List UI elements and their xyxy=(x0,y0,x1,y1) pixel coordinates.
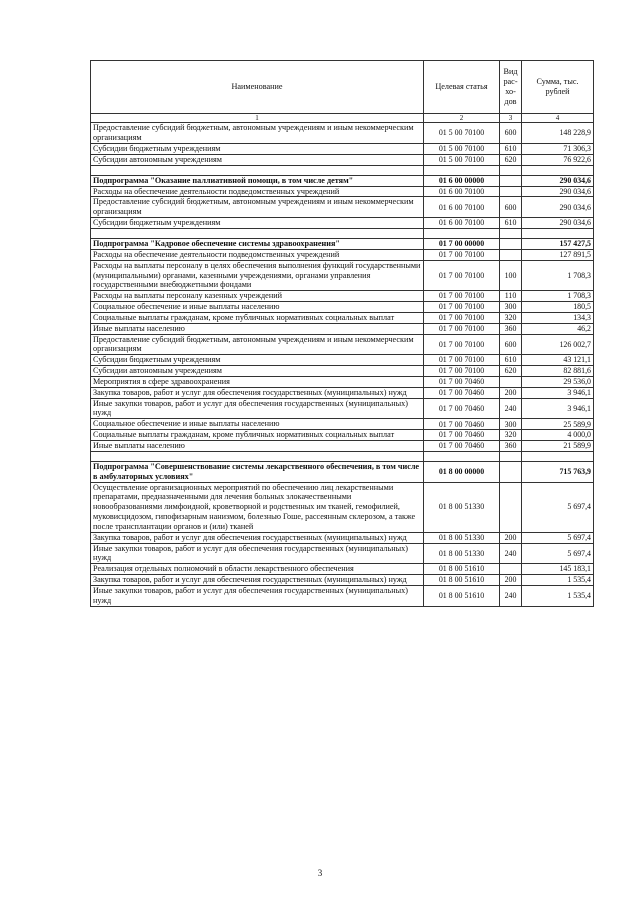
row-amount: 126 002,7 xyxy=(522,334,594,355)
row-expense-type: 610 xyxy=(500,218,522,229)
spacer-row xyxy=(91,228,594,238)
header-amount: Сумма, тыс. рублей xyxy=(522,61,594,114)
table-row xyxy=(91,312,594,323)
row-code: 01 6 00 70100 xyxy=(424,197,500,218)
row-amount: 157 427,5 xyxy=(522,238,594,249)
row-code: 01 7 00 70100 xyxy=(424,312,500,323)
row-name: Закупка товаров, работ и услуг для обеспечения государственных (муниципальных) нужд xyxy=(91,532,424,543)
row-amount: 46,2 xyxy=(522,323,594,334)
row-amount: 1 708,3 xyxy=(522,291,594,302)
row-name: Расходы на обеспечение деятельности подведомственных учреждений xyxy=(91,186,424,197)
row-expense-type: 360 xyxy=(500,323,522,334)
row-code: 01 8 00 51330 xyxy=(424,543,500,564)
row-name: Расходы на выплаты персоналу казенных учреждений xyxy=(91,291,424,302)
table-row xyxy=(91,218,594,229)
row-expense-type: 610 xyxy=(500,355,522,366)
row-amount: 5 697,4 xyxy=(522,532,594,543)
row-code: 01 7 00 00000 xyxy=(424,238,500,249)
table-row xyxy=(91,532,594,543)
table-row xyxy=(91,302,594,313)
column-numbers-row xyxy=(91,114,594,123)
row-amount: 71 306,3 xyxy=(522,144,594,155)
table-row xyxy=(91,575,594,586)
row-amount: 82 881,6 xyxy=(522,366,594,377)
row-expense-type xyxy=(500,461,522,482)
row-expense-type: 240 xyxy=(500,543,522,564)
row-name: Иные закупки товаров, работ и услуг для обеспечения государственных (муниципальных) нужд xyxy=(91,398,424,419)
row-amount: 1 708,3 xyxy=(522,260,594,291)
row-expense-type: 200 xyxy=(500,532,522,543)
row-amount: 5 697,4 xyxy=(522,482,594,532)
row-name: Иные закупки товаров, работ и услуг для обеспечения государственных (муниципальных) нужд xyxy=(91,543,424,564)
subprogram-row xyxy=(91,175,594,186)
table-row xyxy=(91,334,594,355)
row-name: Закупка товаров, работ и услуг для обеспечения государственных (муниципальных) нужд xyxy=(91,387,424,398)
row-amount: 25 589,9 xyxy=(522,419,594,430)
row-name: Предоставление субсидий бюджетным, автономным учреждениям и иным некоммерческим организациям xyxy=(91,334,424,355)
row-name: Социальное обеспечение и иные выплаты населению xyxy=(91,419,424,430)
row-code: 01 8 00 51610 xyxy=(424,585,500,606)
row-name: Осуществление организационных мероприятий по обеспечению лиц лекарственными препаратами, предназначенными для лечения больных злокачественными новообразованиями лимфоидной, кроветворной и родственных им тканей, гемофилией, муковисцидозом, гипофизарным нанизмом, болезнью Гоше, рассеянным склерозом, а также после трансплантации органов и (или) тканей xyxy=(91,482,424,532)
row-amount: 43 121,1 xyxy=(522,355,594,366)
table-row xyxy=(91,249,594,260)
row-code: 01 6 00 70100 xyxy=(424,186,500,197)
row-name: Закупка товаров, работ и услуг для обеспечения государственных (муниципальных) нужд xyxy=(91,575,424,586)
column-number: 4 xyxy=(522,114,594,123)
row-expense-type: 360 xyxy=(500,441,522,452)
column-number: 1 xyxy=(91,114,424,123)
row-amount: 290 034,6 xyxy=(522,186,594,197)
spacer-row xyxy=(91,165,594,175)
table-row xyxy=(91,543,594,564)
table-row xyxy=(91,355,594,366)
table-row xyxy=(91,419,594,430)
row-amount: 290 034,6 xyxy=(522,175,594,186)
table-row xyxy=(91,398,594,419)
row-name: Социальное обеспечение и иные выплаты населению xyxy=(91,302,424,313)
budget-table xyxy=(90,60,594,607)
row-expense-type xyxy=(500,175,522,186)
row-expense-type xyxy=(500,376,522,387)
table-row xyxy=(91,387,594,398)
row-code: 01 8 00 51330 xyxy=(424,532,500,543)
row-name: Иные выплаты населению xyxy=(91,323,424,334)
row-code: 01 7 00 70100 xyxy=(424,302,500,313)
row-amount: 290 034,6 xyxy=(522,218,594,229)
row-expense-type: 200 xyxy=(500,387,522,398)
table-row xyxy=(91,585,594,606)
row-expense-type: 200 xyxy=(500,575,522,586)
row-code: 01 7 00 70100 xyxy=(424,291,500,302)
row-expense-type: 320 xyxy=(500,430,522,441)
row-amount: 134,3 xyxy=(522,312,594,323)
row-code: 01 7 00 70460 xyxy=(424,430,500,441)
row-amount: 145 183,1 xyxy=(522,564,594,575)
row-code: 01 5 00 70100 xyxy=(424,144,500,155)
table-row xyxy=(91,323,594,334)
row-name: Расходы на обеспечение деятельности подведомственных учреждений xyxy=(91,249,424,260)
table-row xyxy=(91,123,594,144)
row-amount: 127 891,5 xyxy=(522,249,594,260)
row-expense-type: 620 xyxy=(500,366,522,377)
row-code: 01 7 00 70460 xyxy=(424,376,500,387)
row-expense-type xyxy=(500,249,522,260)
row-code: 01 7 00 70100 xyxy=(424,323,500,334)
row-code: 01 5 00 70100 xyxy=(424,123,500,144)
row-name: Иные закупки товаров, работ и услуг для обеспечения государственных (муниципальных) нужд xyxy=(91,585,424,606)
row-amount: 5 697,4 xyxy=(522,543,594,564)
row-code: 01 8 00 51610 xyxy=(424,564,500,575)
row-amount: 1 535,4 xyxy=(522,575,594,586)
row-amount: 4 000,0 xyxy=(522,430,594,441)
row-code: 01 7 00 70100 xyxy=(424,366,500,377)
row-name: Субсидии автономным учреждениям xyxy=(91,366,424,377)
header-expense-type: Вид рас-хо-дов xyxy=(500,61,522,114)
row-code: 01 7 00 70460 xyxy=(424,441,500,452)
subprogram-row xyxy=(91,238,594,249)
row-code: 01 8 00 51610 xyxy=(424,575,500,586)
row-name: Подпрограмма "Оказание паллиативной помощи, в том числе детям" xyxy=(91,175,424,186)
row-expense-type: 600 xyxy=(500,123,522,144)
table-row xyxy=(91,186,594,197)
row-code: 01 8 00 00000 xyxy=(424,461,500,482)
table-row xyxy=(91,154,594,165)
row-amount: 21 589,9 xyxy=(522,441,594,452)
table-row xyxy=(91,441,594,452)
row-amount: 148 228,9 xyxy=(522,123,594,144)
row-code: 01 6 00 70100 xyxy=(424,218,500,229)
row-expense-type: 300 xyxy=(500,302,522,313)
table-header-row xyxy=(91,61,594,114)
row-expense-type xyxy=(500,186,522,197)
row-code: 01 6 00 00000 xyxy=(424,175,500,186)
row-name: Предоставление субсидий бюджетным, автономным учреждениям и иным некоммерческим организациям xyxy=(91,197,424,218)
spacer-row xyxy=(91,451,594,461)
row-name: Субсидии бюджетным учреждениям xyxy=(91,144,424,155)
row-code: 01 7 00 70100 xyxy=(424,249,500,260)
row-code: 01 7 00 70460 xyxy=(424,398,500,419)
row-expense-type xyxy=(500,564,522,575)
row-code: 01 7 00 70460 xyxy=(424,419,500,430)
row-amount: 1 535,4 xyxy=(522,585,594,606)
row-expense-type xyxy=(500,238,522,249)
row-amount: 180,5 xyxy=(522,302,594,313)
row-expense-type: 320 xyxy=(500,312,522,323)
row-amount: 290 034,6 xyxy=(522,197,594,218)
row-code: 01 7 00 70100 xyxy=(424,355,500,366)
row-name: Подпрограмма "Кадровое обеспечение системы здравоохранения" xyxy=(91,238,424,249)
row-name: Субсидии бюджетным учреждениям xyxy=(91,355,424,366)
row-amount: 76 922,6 xyxy=(522,154,594,165)
row-expense-type: 240 xyxy=(500,585,522,606)
table-row xyxy=(91,430,594,441)
row-name: Социальные выплаты гражданам, кроме публичных нормативных социальных выплат xyxy=(91,430,424,441)
subprogram-row xyxy=(91,461,594,482)
header-name: Наименование xyxy=(91,61,424,114)
page-number: 3 xyxy=(317,868,323,878)
row-expense-type: 600 xyxy=(500,334,522,355)
row-expense-type: 100 xyxy=(500,260,522,291)
row-name: Социальные выплаты гражданам, кроме публичных нормативных социальных выплат xyxy=(91,312,424,323)
row-code: 01 7 00 70100 xyxy=(424,334,500,355)
row-name: Подпрограмма "Совершенствование системы лекарственного обеспечения, в том числе в амбулаторных условиях" xyxy=(91,461,424,482)
row-name: Иные выплаты населению xyxy=(91,441,424,452)
row-name: Субсидии автономным учреждениям xyxy=(91,154,424,165)
row-name: Расходы на выплаты персоналу в целях обеспечения выполнения функций государственными (муниципальными) органами, казенными учреждениями, органами управления государственными внебюджетными фондами xyxy=(91,260,424,291)
table-row xyxy=(91,376,594,387)
table-row xyxy=(91,482,594,532)
row-expense-type: 620 xyxy=(500,154,522,165)
table-row xyxy=(91,260,594,291)
row-code: 01 5 00 70100 xyxy=(424,154,500,165)
row-expense-type: 600 xyxy=(500,197,522,218)
row-name: Мероприятия в сфере здравоохранения xyxy=(91,376,424,387)
row-code: 01 7 00 70460 xyxy=(424,387,500,398)
table-row xyxy=(91,366,594,377)
table-row xyxy=(91,144,594,155)
row-amount: 715 763,9 xyxy=(522,461,594,482)
row-code: 01 8 00 51330 xyxy=(424,482,500,532)
row-expense-type xyxy=(500,482,522,532)
row-amount: 3 946,1 xyxy=(522,387,594,398)
row-name: Субсидии бюджетным учреждениям xyxy=(91,218,424,229)
row-expense-type: 240 xyxy=(500,398,522,419)
table-row xyxy=(91,564,594,575)
table-row xyxy=(91,291,594,302)
row-name: Предоставление субсидий бюджетным, автономным учреждениям и иным некоммерческим организациям xyxy=(91,123,424,144)
row-expense-type: 110 xyxy=(500,291,522,302)
row-name: Реализация отдельных полномочий в области лекарственного обеспечения xyxy=(91,564,424,575)
header-target-article: Целевая статья xyxy=(424,61,500,114)
table-row xyxy=(91,197,594,218)
row-expense-type: 610 xyxy=(500,144,522,155)
row-amount: 29 536,0 xyxy=(522,376,594,387)
column-number: 2 xyxy=(424,114,500,123)
row-expense-type: 300 xyxy=(500,419,522,430)
column-number: 3 xyxy=(500,114,522,123)
row-code: 01 7 00 70100 xyxy=(424,260,500,291)
row-amount: 3 946,1 xyxy=(522,398,594,419)
